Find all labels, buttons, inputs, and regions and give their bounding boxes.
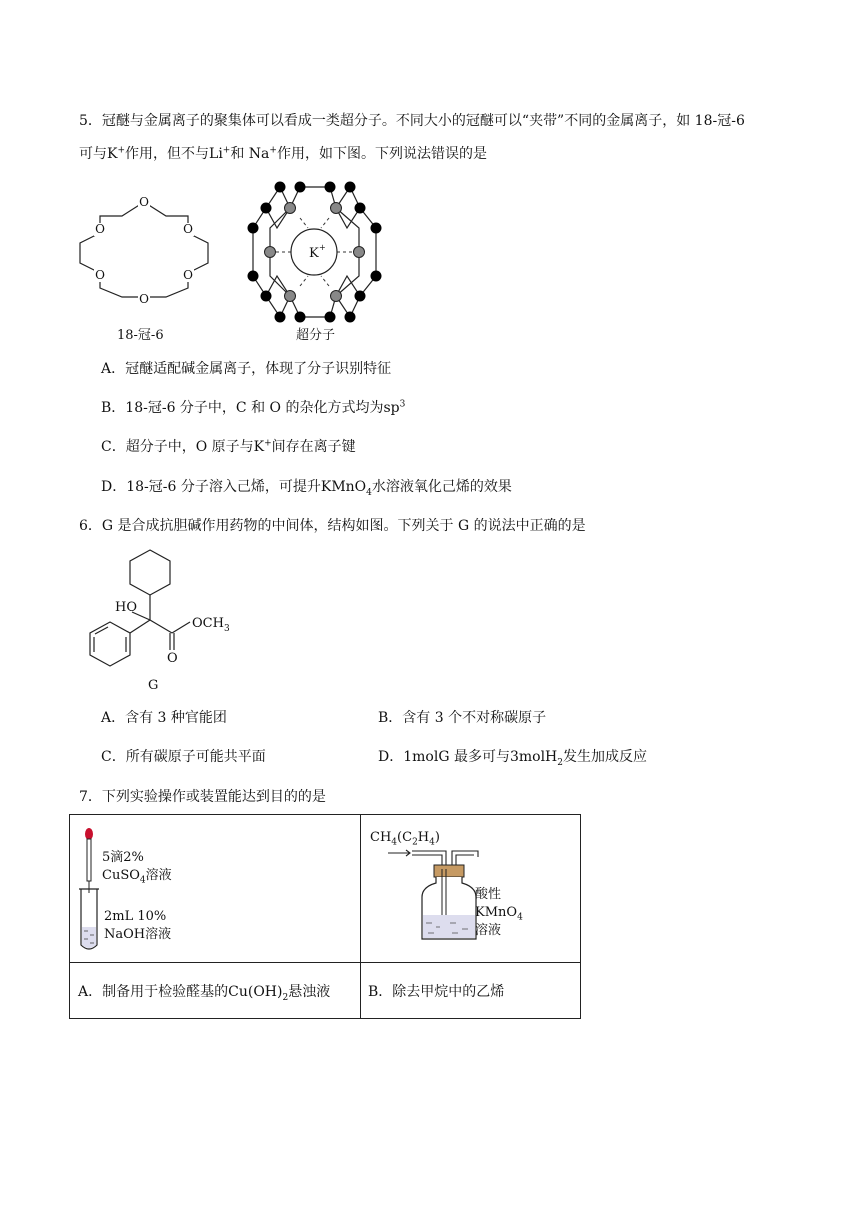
- subscript: 2: [412, 837, 418, 848]
- cuso4-reagent-label: 5滴2%: [102, 850, 144, 865]
- k-label: K: [309, 246, 319, 261]
- gas-text: H: [417, 830, 430, 845]
- solution-text: 溶液: [145, 868, 172, 883]
- q5-text: 作用，如下图。下列说法错误的是: [276, 146, 487, 162]
- q6-option-c: C．所有碳原子可能共平面: [101, 749, 266, 765]
- h2-formula: 3molH: [509, 749, 558, 765]
- caption-text: A．制备用于检验醛基的: [78, 984, 229, 1000]
- gas-inlet-label: [370, 829, 440, 847]
- q5-option-b: [101, 399, 405, 417]
- q5-stem-line1: 5．冠醚与金属离子的聚集体可以看成一类超分子。不同大小的冠醚可以“夹带”不同的金属离子，如 18-冠-6: [79, 113, 745, 129]
- li-ion: Li: [209, 146, 223, 162]
- q5-option-c-text: C．超分子中，O 原子与: [101, 439, 254, 455]
- subscript: 4: [366, 487, 372, 498]
- q5-option-b-text: B．18-冠-6 分子中，C 和 O 的杂化方式均为: [101, 400, 384, 416]
- oxygen-atom-label: O: [139, 195, 149, 209]
- q5-option-d: [101, 478, 512, 496]
- gas-text: ): [434, 830, 440, 845]
- oxygen-atom-label: O: [139, 292, 149, 306]
- q5-option-d-text: D．18-冠-6 分子溶入己烯，可提升: [101, 479, 321, 495]
- compound-g-structure: [82, 545, 252, 675]
- na-ion: Na: [248, 146, 270, 162]
- subscript: 2: [557, 757, 563, 768]
- compound-g-caption: G: [148, 678, 159, 693]
- charge: +: [222, 145, 231, 156]
- cu-oh2-formula: (OH): [247, 984, 283, 1000]
- k-ion: K: [253, 439, 265, 455]
- oxygen-atom-label: O: [95, 222, 105, 236]
- subscript: 4: [517, 912, 523, 923]
- oxygen-atom-label: O: [183, 222, 193, 236]
- cuso4-reagent-label: [102, 867, 172, 885]
- q5-text: 可与: [79, 146, 107, 162]
- cuso4-formula: CuSO: [102, 868, 140, 883]
- oxygen-atom-label: O: [183, 268, 193, 282]
- q6-option-d: [378, 748, 647, 766]
- q6-option-d-text: 发生加成反应: [563, 749, 647, 765]
- k-ion: K: [107, 146, 118, 162]
- ho-label: HO: [115, 600, 137, 615]
- table-divider: [360, 815, 361, 1018]
- supramolecule-caption: 超分子: [296, 328, 336, 343]
- subscript: 4: [139, 875, 146, 886]
- q7-stem: 7．下列实验操作或装置能达到目的的是: [79, 789, 326, 805]
- oxygen-atom-label: O: [95, 268, 105, 282]
- carbonyl-o-label: O: [167, 651, 178, 666]
- k-charge: +: [319, 243, 326, 252]
- table-divider: [70, 962, 580, 963]
- q6-option-b: B．含有 3 个不对称碳原子: [378, 710, 547, 726]
- q5-option-c: [101, 438, 356, 456]
- q5-text: 作用，但不与: [125, 146, 210, 162]
- q5-stem-line2: [79, 145, 487, 163]
- och3-label: $OCH_3$: [192, 616, 230, 634]
- subscript: 4: [391, 837, 398, 848]
- kmno4-solution-label: 酸性: [475, 887, 502, 902]
- q6-stem: 6．G 是合成抗胆碱作用药物的中间体，结构如图。下列关于 G 的说法中正确的是: [79, 518, 586, 534]
- q6-option-d-text: D．1molG 最多可与: [378, 749, 510, 765]
- subscript: 4: [429, 837, 435, 848]
- charge: +: [117, 145, 126, 156]
- cu-oh2-formula: Cu: [228, 984, 248, 1000]
- q7-table: [69, 814, 581, 1019]
- kmno4-solution-label: 溶液: [475, 923, 502, 938]
- crown-ether-structure: [70, 185, 220, 315]
- sp-hybrid: sp: [383, 400, 400, 416]
- caption-text: 悬浊液: [288, 984, 331, 1000]
- gas-text: (C: [397, 830, 413, 845]
- supramolecule-structure: [246, 180, 391, 325]
- subscript: 2: [282, 992, 289, 1003]
- q6-option-a: A．含有 3 种官能团: [101, 710, 227, 726]
- charge: +: [269, 145, 277, 156]
- q7-option-b-caption: B．除去甲烷中的乙烯: [368, 984, 505, 1000]
- kmno4-solution-label: [475, 904, 523, 922]
- naoh-reagent-label: NaOH溶液: [104, 927, 172, 942]
- q5-text: 和: [230, 146, 245, 162]
- kmno4-formula: KMnO: [475, 905, 518, 920]
- gas-text: CH: [370, 830, 392, 845]
- naoh-reagent-label: 2mL 10%: [104, 909, 167, 924]
- q5-option-a: A．冠醚适配碱金属离子，体现了分子识别特征: [101, 361, 392, 377]
- q5-option-c-text: 间存在离子键: [271, 439, 356, 455]
- q7-option-a-caption: [78, 983, 330, 1001]
- charge: +: [264, 438, 272, 449]
- superscript: 3: [399, 399, 406, 410]
- crown-ether-caption: 18-冠-6: [117, 328, 164, 343]
- kmno4-formula: KMnO: [320, 479, 367, 495]
- q5-option-d-text: 水溶液氧化己烯的效果: [371, 479, 512, 495]
